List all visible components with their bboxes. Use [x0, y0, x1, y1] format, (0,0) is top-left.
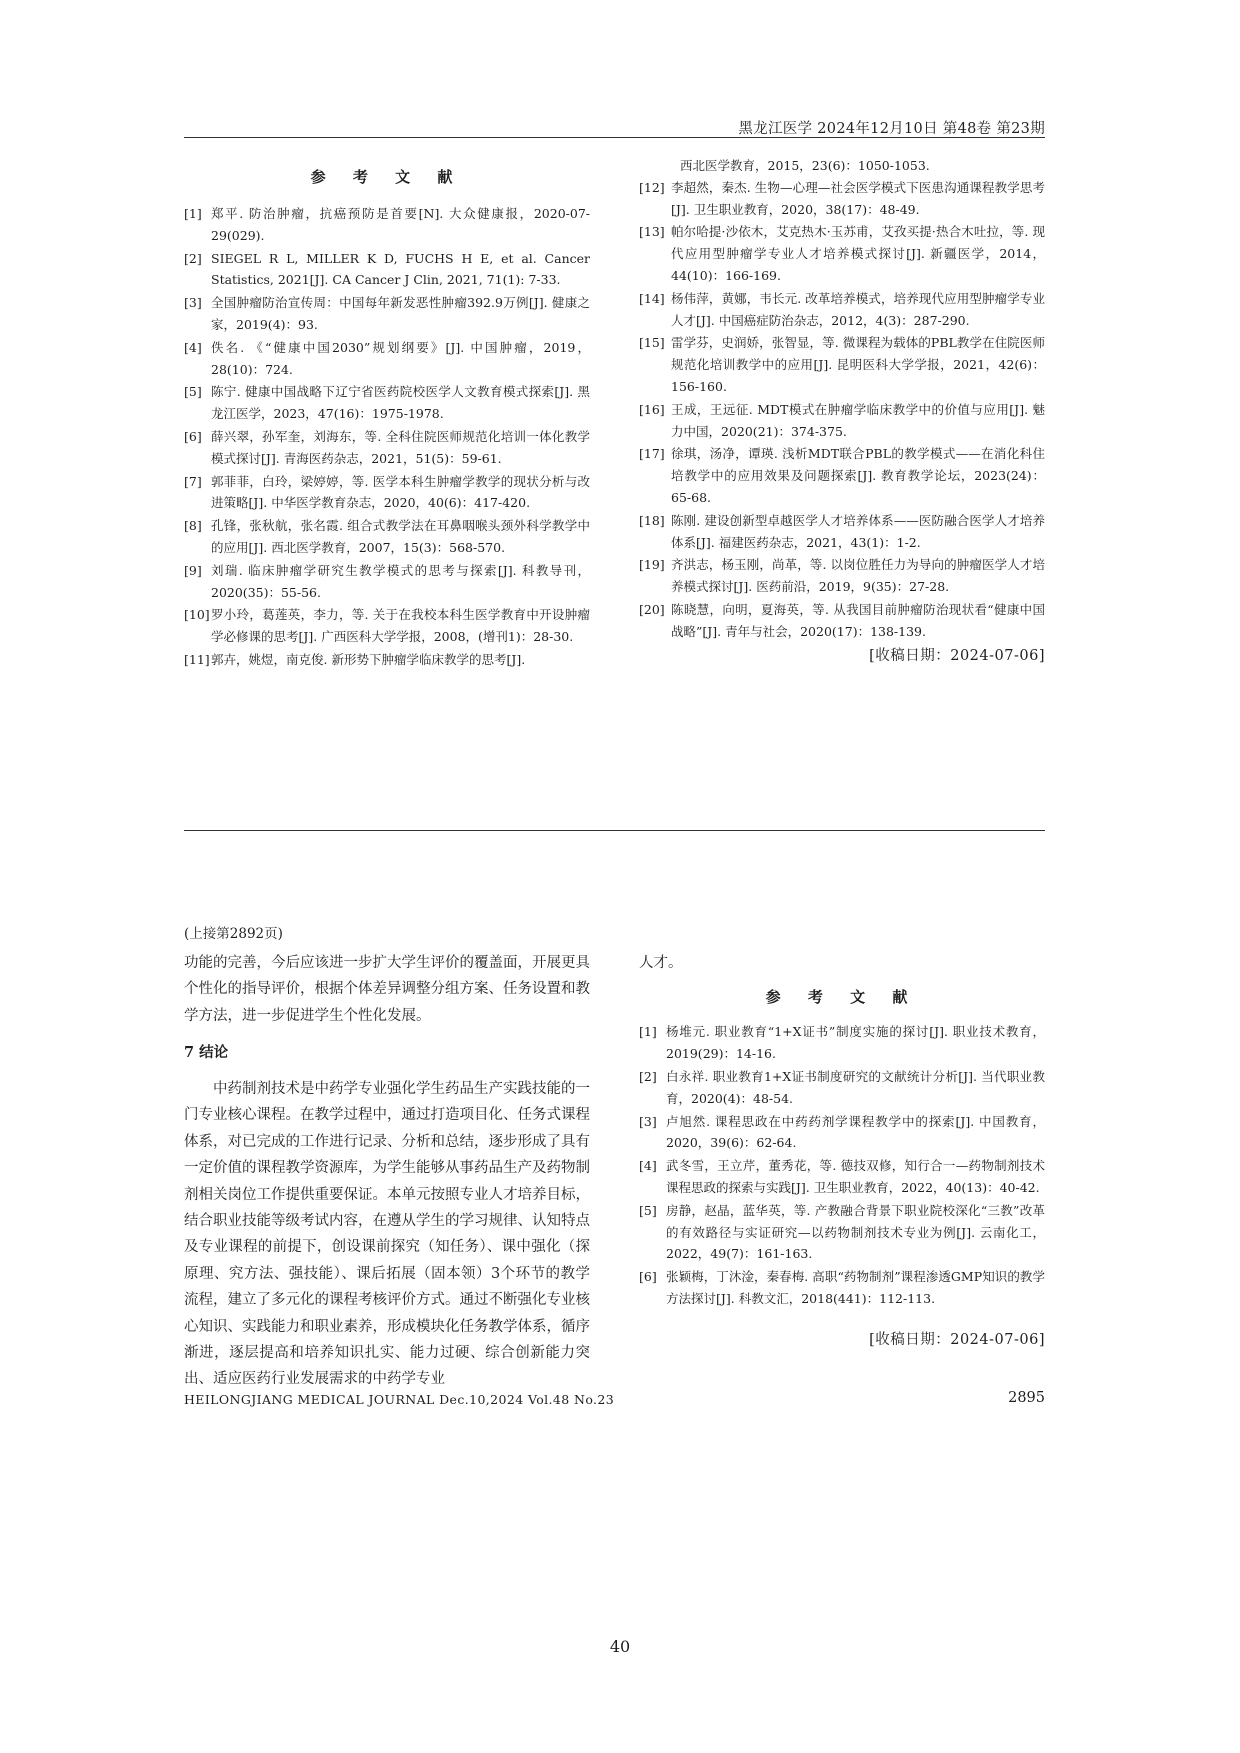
reference-text: 陈晓慧，向明，夏海英，等. 从我国目前肿瘤防治现状看“健康中国战略”[J]. 青年与社会，2020(17)：138-139.	[671, 601, 1045, 639]
reference-item	[639, 1111, 1045, 1155]
reference-item	[184, 337, 590, 381]
reference-item	[639, 1021, 1045, 1065]
received-date-bottom: [收稿日期：2024-07-06]	[869, 1331, 1045, 1348]
reference-item	[639, 443, 1045, 508]
reference-text: 郭卉，姚煜，南克俊. 新形势下肿瘤学临床教学的思考[J].	[211, 651, 526, 667]
reference-item	[184, 560, 590, 604]
reference-number: [10]	[184, 607, 210, 623]
reference-text: 刘瑞. 临床肿瘤学研究生教学模式的思考与探索[J]. 科教导刊，2020(35)：55-56.	[211, 562, 590, 600]
reference-number: [6]	[639, 1269, 657, 1285]
reference-item	[184, 381, 590, 425]
reference-text: 王成，王远征. MDT模式在肿瘤学临床教学中的价值与应用[J]. 魅力中国，2020(21)：374-375.	[671, 401, 1045, 439]
journal-page-number: 2895	[1008, 1390, 1045, 1406]
reference-item	[639, 1266, 1045, 1310]
reference-number: [13]	[639, 224, 665, 240]
reference-item	[184, 515, 590, 559]
reference-text: 陈宁. 健康中国战略下辽宁省医药院校医学人文教育模式探索[J]. 黑龙江医学，2023，47(16)：1975-1978.	[211, 384, 590, 422]
reference-item	[184, 203, 590, 247]
reference-number: [14]	[639, 290, 665, 306]
reference-number: [3]	[184, 295, 202, 311]
reference-text: 孔锋，张秋航，张名霞. 组合式教学法在耳鼻咽喉头颈外科学教学中的应用[J]. 西北医学教育，2007，15(3)：568-570.	[211, 518, 590, 555]
reference-number: [2]	[184, 250, 202, 266]
reference-number: [20]	[639, 601, 665, 617]
bottom-left-column	[184, 924, 590, 1393]
reference-text: 杨伟萍，黄娜，韦长元. 改革培养模式，培养现代应用型肿瘤学专业人才[J]. 中国癌症防治杂志，2012，4(3)：287-290.	[671, 290, 1045, 328]
reference-number: [4]	[184, 339, 202, 355]
section-heading: 7 结论	[184, 1044, 229, 1062]
reference-item	[639, 332, 1045, 397]
reference-item	[184, 471, 590, 515]
reference-text: 雷学芬，史润娇，张智显，等. 微课程为载体的PBL教学在住院医师规范化培训教学中的应用[J]. 昆明医科大学学报，2021，42(6)：156-160.	[671, 335, 1045, 394]
reference-number: [5]	[639, 1202, 657, 1218]
reference-number: [12]	[639, 179, 665, 195]
reference-text: 房静，赵晶，蓝华英，等. 产教融合背景下职业院校深化“三教”改革的有效路径与实证研究—以药物制剂技术专业为例[J]. 云南化工，2022，49(7)：161-163.	[666, 1202, 1045, 1262]
reference-item	[639, 288, 1045, 332]
reference-item	[639, 221, 1045, 286]
reference-item	[639, 1155, 1045, 1199]
references-title: 参 考 文 献	[310, 168, 464, 186]
reference-item	[639, 177, 1045, 221]
reference-number: [17]	[639, 446, 665, 462]
header-rule	[184, 137, 1045, 138]
references-title-bottom: 参 考 文 献	[765, 988, 919, 1007]
references-list-bottom	[639, 1021, 1045, 1309]
reference-text: 齐洪志，杨玉刚，尚革，等. 以岗位胜任力为导向的肿瘤医学人才培养模式探讨[J]. 医药前沿，2019，9(35)：27-28.	[671, 557, 1045, 595]
reference-text: 徐琪，汤净，谭瑛. 浅析MDT联合PBL的教学模式——在消化科住培教学中的应用效果及问题探索[J]. 教育教学论坛，2023(24)：65-68.	[671, 446, 1045, 505]
reference-number: [1]	[639, 1024, 657, 1040]
continued-from-note: (上接第2892页)	[184, 926, 283, 942]
running-head: 黑龙江医学 2024年12月10日 第48卷 第23期	[738, 121, 1045, 137]
reference-continuation: 西北医学教育，2015，23(6)：1050-1053.	[680, 158, 930, 173]
reference-text: 薛兴翠，孙军奎，刘海东，等. 全科住院医师规范化培训一体化教学模式探讨[J]. 青海医药杂志，2021，51(5)：59-61.	[211, 428, 590, 466]
reference-text: 杨堆元. 职业教育“1+X证书”制度实施的探讨[J]. 职业技术教育，2019(29)：14-16.	[666, 1024, 1045, 1062]
reference-number: [19]	[639, 557, 665, 573]
reference-text: 罗小玲，葛莲英，李力，等. 关于在我校本科生医学教育中开设肿瘤学必修课的思考[J]. 广西医科大学学报，2008，(增刊1)：28-30.	[211, 607, 590, 645]
reference-item	[639, 1066, 1045, 1110]
reference-item	[639, 510, 1045, 554]
reference-number: [3]	[639, 1113, 657, 1129]
reference-number: [9]	[184, 562, 202, 578]
reference-text: 帕尔哈提·沙依木，艾克热木·玉苏甫，艾孜买提·热合木吐拉，等. 现代应用型肿瘤学专业人才培养模式探讨[J]. 新疆医学，2014，44(10)：166-169.	[671, 224, 1045, 283]
bottom-right-column	[639, 950, 1045, 1349]
reference-text: 李超然，秦杰. 生物—心理—社会医学模式下医患沟通课程教学思考[J]. 卫生职业教育，2020，38(17)：48-49.	[671, 179, 1045, 217]
reference-number: [16]	[639, 401, 665, 417]
reference-text: SIEGEL R L, MILLER K D, FUCHS H E, et al. Cancer Statistics, 2021[J]. CA Cancer J Clin, 2021, 71(1): 7-33.	[211, 250, 590, 288]
reference-text: 郑平. 防治肿瘤，抗癌预防是首要[N]. 大众健康报，2020-07-29(029).	[211, 206, 590, 243]
body-paragraph-end: 人才。	[639, 955, 683, 971]
reference-number: [4]	[639, 1158, 657, 1174]
reference-item	[639, 1200, 1045, 1265]
page-number: 40	[609, 1637, 631, 1656]
section-divider	[184, 830, 1045, 831]
references-list-left	[184, 203, 590, 671]
reference-text: 陈刚. 建设创新型卓越医学人才培养体系——医防融合医学人才培养体系[J]. 福建医药杂志，2021，43(1)：1-2.	[671, 512, 1045, 550]
reference-number: [18]	[639, 512, 665, 528]
top-right-column	[639, 155, 1045, 665]
reference-item	[639, 599, 1045, 643]
journal-footer: HEILONGJIANG MEDICAL JOURNAL Dec.10,2024 Vol.48 No.23	[184, 1392, 615, 1407]
reference-number: [5]	[184, 384, 202, 400]
reference-text: 全国肿瘤防治宣传周：中国每年新发恶性肿瘤392.9万例[J]. 健康之家，2019(4)：93.	[211, 295, 590, 332]
reference-item	[639, 399, 1045, 443]
reference-text: 武冬雪，王立芹，董秀花，等. 德技双修，知行合一—药物制剂技术课程思政的探索与实践[J]. 卫生职业教育，2022，40(13)：40-42.	[666, 1158, 1045, 1195]
reference-number: [8]	[184, 518, 202, 534]
body-paragraph-conclusion: 中药制剂技术是中药学专业强化学生药品生产实践技能的一门专业核心课程。在教学过程中，通过打造项目化、任务式课程体系，对已完成的工作进行记录、分析和总结，逐步形成了具有一定价值的课程教学资源库，为学生能够从事药品生产及药物制剂相关岗位工作提供重要保证。本单元按照专业人才培养目标，结合职业技能等级考试内容，在遵从学生的学习规律、认知特点及专业课程的前提下，创设课前探究（知任务）、课中强化（探原理、究方法、强技能）、课后拓展（固本领）3个环节的教学流程，建立了多元化的课程考核评价方式。通过不断强化专业核心知识、实践能力和职业素养，形成模块化任务教学体系，循序渐进，逐层提高和培养知识扎实、能力过硬、综合创新能力突出、适应医药行业发展需求的中药学专业	[184, 1081, 590, 1388]
reference-item	[184, 248, 590, 292]
reference-item	[184, 604, 590, 648]
reference-text: 佚名. 《“健康中国2030”规划纲要》[J]. 中国肿瘤，2019，28(10)：724.	[211, 339, 590, 377]
reference-text: 张颖梅，丁沐淦，秦春梅. 高职“药物制剂”课程渗透GMP知识的教学方法探讨[J]. 科教文汇，2018(441)：112-113.	[666, 1269, 1045, 1306]
reference-text: 郭菲菲，白玲，梁婷婷，等. 医学本科生肿瘤学教学的现状分析与改进策略[J]. 中华医学教育杂志，2020，40(6)：417-420.	[211, 473, 590, 511]
reference-text: 白永祥. 职业教育1+X证书制度研究的文献统计分析[J]. 当代职业教育，2020(4)：48-54.	[666, 1069, 1045, 1106]
reference-number: [11]	[184, 651, 210, 667]
received-date: [收稿日期：2024-07-06]	[869, 647, 1045, 664]
reference-item	[184, 292, 590, 336]
reference-item	[184, 426, 590, 470]
reference-item	[184, 649, 590, 671]
reference-text: 卢旭然. 课程思政在中药药剂学课程教学中的探索[J]. 中国教育，2020，39(6)：62-64.	[666, 1113, 1045, 1151]
reference-number: [7]	[184, 473, 202, 489]
body-paragraph: 功能的完善，今后应该进一步扩大学生评价的覆盖面，开展更具个性化的指导评价，根据个体差异调整分组方案、任务设置和教学方法，进一步促进学生个性化发展。	[184, 954, 590, 1024]
reference-number: [6]	[184, 428, 202, 444]
references-list-right	[639, 177, 1045, 643]
reference-number: [15]	[639, 335, 665, 351]
reference-number: [1]	[184, 206, 202, 221]
reference-item	[639, 554, 1045, 598]
top-left-column	[184, 166, 590, 672]
reference-number: [2]	[639, 1069, 657, 1084]
